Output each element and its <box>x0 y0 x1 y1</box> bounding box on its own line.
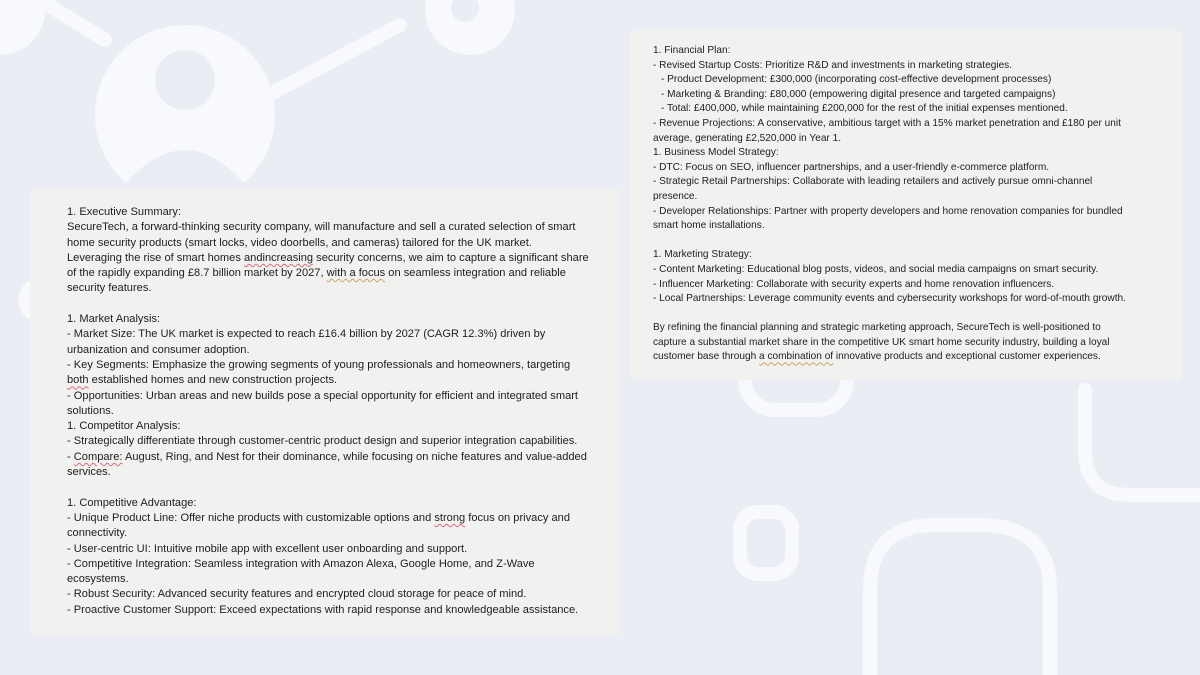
competitive-advantage-heading: 1. Competitive Advantage: <box>67 496 197 509</box>
text-line <box>67 266 606 281</box>
text-line: urbanization and consumer adoption. <box>67 343 250 356</box>
executive-summary-heading: 1. Executive Summary: <box>67 206 182 218</box>
conclusion-text-line: By refining the financial planning and strategic marketing approach, SecureTech is well-positioned to <box>653 322 1101 334</box>
text-line: - Developer Relationships: Partner with property developers and home renovation companies for bundled <box>653 205 1123 217</box>
text-line: connectivity. <box>67 527 128 540</box>
text-line: average, generating £2,520,000 in Year 1. <box>653 132 842 144</box>
decor-circle <box>0 0 45 55</box>
spellcheck-flagged-word[interactable]: andincreasing <box>243 251 314 264</box>
marketing-strategy-heading: 1. Marketing Strategy: <box>653 249 752 261</box>
person-head-cutout <box>155 50 215 110</box>
text-line: - Product Development: £300,000 (incorporating cost-effective development processes) <box>661 74 1052 86</box>
text-line: - Key Segments: Emphasize the growing segments of young professionals and homeowners, targeting <box>67 358 571 371</box>
text-line: - Opportunities: Urban areas and new builds pose a special opportunity for efficient and integrated smart <box>67 389 579 402</box>
text-run: focus on privacy and <box>465 511 571 524</box>
text-line: - Revenue Projections: A conservative, ambitious target with a 15% market penetration and £180 per unit <box>653 117 1121 129</box>
competitor-analysis-heading: 1. Competitor Analysis: <box>67 420 181 433</box>
text-line: ecosystems. <box>67 573 129 586</box>
financial-plan-heading: 1. Financial Plan: <box>653 45 731 56</box>
text-line: - Total: £400,000, while maintaining £200,000 for the rest of the initial expenses mentioned. <box>661 103 1068 115</box>
text-line <box>67 450 606 465</box>
text-line: - Local Partnerships: Leverage community events and cybersecurity workshops for word-of-mouth growth. <box>653 293 1126 305</box>
text-line: services. <box>67 466 111 479</box>
text-run: customer base through <box>653 351 760 363</box>
text-run: established homes and new construction projects. <box>88 374 338 387</box>
text-run: Leveraging the rise of smart homes <box>67 251 244 264</box>
text-line: smart home installations. <box>653 220 765 232</box>
text-run: on seamless integration and reliable <box>385 267 566 280</box>
text-line: - Marketing & Branding: £80,000 (empowering digital presence and targeted campaigns) <box>661 88 1056 100</box>
business-model-heading: 1. Business Model Strategy: <box>653 147 779 159</box>
spellcheck-flagged-word[interactable]: both <box>67 374 89 387</box>
spellcheck-flagged-word[interactable]: Compare: <box>73 450 123 463</box>
paragraph-gap <box>653 307 1176 322</box>
text-line: - Proactive Customer Support: Exceed expectations with rapid response and knowledgeable assistance. <box>67 603 579 616</box>
market-analysis-heading: 1. Market Analysis: <box>67 313 161 326</box>
text-line <box>67 251 606 266</box>
text-line: - Content Marketing: Educational blog posts, videos, and social media campaigns on smart security. <box>653 263 1099 275</box>
text-line: SecureTech, a forward-thinking security company, will manufacture and sell a curated selection of smart <box>67 221 576 234</box>
text-run: security concerns, we aim to capture a significant share <box>313 251 589 264</box>
right-text-panel[interactable] <box>630 30 1182 380</box>
text-run: of the rapidly expanding £8.7 billion market by 2027, <box>67 267 327 280</box>
conclusion-text-line: capture a substantial market share in the competitive UK smart home security industry, building a loyal <box>653 336 1110 348</box>
text-line: - Influencer Marketing: Collaborate with security experts and home renovation influencers. <box>653 278 1055 290</box>
text-line: - Robust Security: Advanced security features and encrypted cloud storage for peace of mind. <box>67 588 527 601</box>
text-run: - Unique Product Line: Offer niche products with customizable options and <box>67 511 435 524</box>
text-line: - Strategic Retail Partnerships: Collaborate with leading retailers and actively pursue omni-channel <box>653 176 1093 188</box>
text-line: - Competitive Integration: Seamless integration with Amazon Alexa, Google Home, and Z-Wave <box>67 557 535 570</box>
conclusion-text-line <box>653 350 1176 365</box>
text-line: presence. <box>653 190 698 202</box>
network-link-line <box>250 25 400 105</box>
text-run: - <box>67 450 74 463</box>
text-line <box>67 511 606 526</box>
paragraph-gap <box>653 234 1176 249</box>
spellcheck-flagged-word[interactable]: strong <box>434 511 466 524</box>
text-line: - User-centric UI: Intuitive mobile app with excellent user onboarding and support. <box>67 542 468 555</box>
paragraph-gap <box>67 297 606 312</box>
decor-small-box <box>740 512 792 574</box>
text-line: solutions. <box>67 404 114 417</box>
text-run: innovative products and exceptional customer experiences. <box>833 351 1101 363</box>
text-line: - Strategically differentiate through customer-centric product design and superior integration capabilities. <box>67 435 578 448</box>
decor-arch-shape <box>870 525 1050 675</box>
left-text-panel[interactable] <box>30 188 620 636</box>
network-link-line <box>40 0 105 40</box>
text-line: - Market Size: The UK market is expected to reach £16.4 billion by 2027 (CAGR 12.3%) driven by <box>67 328 546 341</box>
decor-corner-line <box>1085 390 1200 495</box>
text-line <box>67 373 606 388</box>
text-line: - DTC: Focus on SEO, influencer partnerships, and a user-friendly e-commerce platform. <box>653 161 1050 173</box>
paragraph-gap <box>67 480 606 495</box>
text-line: security features. <box>67 282 152 295</box>
text-line: home security products (smart locks, video doorbells, and cameras) tailored for the UK market. <box>67 236 532 249</box>
text-run: August, Ring, and Nest for their dominance, while focusing on niche features and value-added <box>122 450 587 463</box>
text-line: - Revised Startup Costs: Prioritize R&D and investments in marketing strategies. <box>653 59 1013 71</box>
grammar-flagged-phrase[interactable]: with a focus <box>326 267 386 280</box>
grammar-flagged-phrase[interactable]: a combination of <box>759 351 834 363</box>
